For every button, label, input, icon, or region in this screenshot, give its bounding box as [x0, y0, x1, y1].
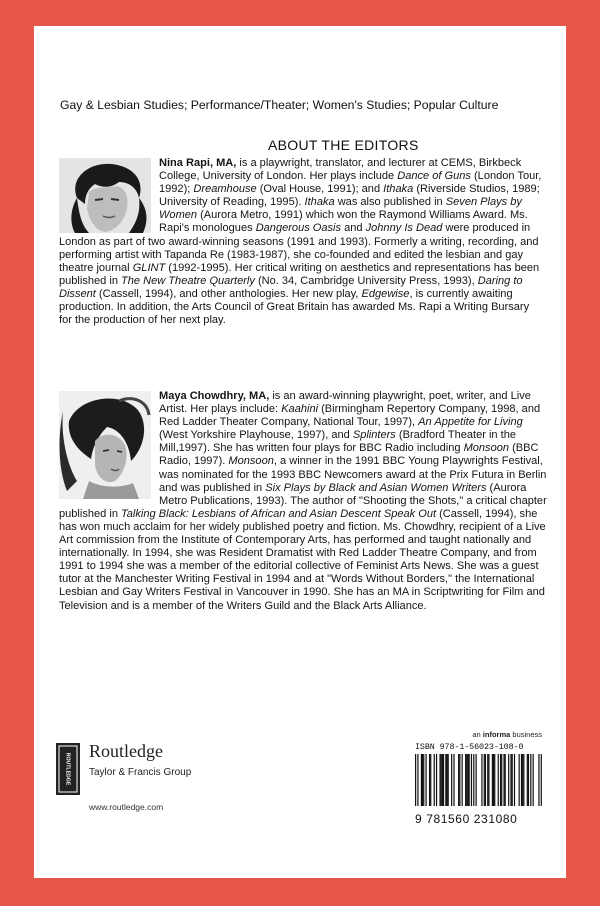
editor-bio-chowdhry: Maya Chowdhry, MA, is an award-winning playwright, poet, writer, and Live Artist. Her plays include: Kaahini (Birmingham Repertory Company, 1998, and Red Ladder Theater Company, National Tour, 1997), An Appetite for Living (West Yorkshire Playhouse, 1997), and Splinters (Bradford Theater in the Mill,1997). She has written four plays for BBC Radio including Monsoon (BBC Radio, 1997). Monsoon, a winner in the 1991 BBC Young Playwrights Festival, was nominated for the 1993 BBC Newcomers award at the Prix Futura in Berlin and was published in Six Plays by Black and Asian Women Writers (Aurora Metro Publications, 1993). The author of "Shooting the Shots," a critical chapter published in Talking Black: Lesbians of African and Asian Descent Speak Out (Cassell, 1994), she has won much acclaim for her widely published poetry and fiction. Ms. Chowdhry, recipient of a Live Art commission from the Institute of Contemporary Arts, has performed and taught nationally and internationally. In 1994, she was Resident Dramatist with Red Ladder Theatre Company, and from 1991 to 1994 she was a member of the editorial collective of Feminist Arts News. She was a guest tutor at the Manchester Writing Festival in 1994 and at "Words Without Borders," the International Lesbian and Gay Writers Festival in Vancouver in 1990. She has an MA in Scriptwriting for Film and Television and is a member of the Writers Guild and the Black Arts Alliance.: [59, 390, 547, 612]
barcode-bar: [521, 754, 522, 806]
barcode-bar: [528, 754, 529, 806]
isbn-text: ISBN 978-1-56023-108-0: [415, 742, 524, 752]
barcode-bar: [485, 754, 486, 806]
barcode-bar: [492, 754, 493, 806]
barcode-bar: [442, 754, 443, 806]
barcode-bar: [473, 754, 474, 806]
editor-name-chowdhry: Maya Chowdhry, MA,: [159, 390, 270, 402]
barcode-bar: [453, 754, 454, 806]
editor-bio-rapi: Nina Rapi, MA, is a playwright, translator, and lecturer at CEMS, Birkbeck College, University of London. Her plays include Dance of Guns (London Tour, 1992); Dreamhouse (Oval House, 1991); and Ithaka (Riverside Studios, 1989; University of Reading, 1995). Ithaka was also published in Seven Plays by Women (Aurora Metro, 1991) which won the Raymond Williams Award. Ms. Rapi's monologues Dangerous Oasis and Johnny Is Dead were produced in London as part of two award-winning seasons (1991 and 1993). Formerly a writing, recording, and performing artist with Tapanda Re (1983-1987), she co-founded and edited the lesbian and gay theatre journal GLINT (1992-1995). Her critical writing on aesthetics and representations has been published in The New Theatre Quarterly (No. 34, Cambridge University Press, 1993), Daring to Dissent (Cassell, 1994), and other anthologies. Her new play, Edgewise, is currently awaiting production. In addition, the Arts Council of Great Britain has awarded Ms. Rapi a Writing Bursary for the production of her next play.: [59, 157, 542, 327]
barcode-bar: [476, 754, 477, 806]
barcode-bar: [523, 754, 524, 806]
back-cover-sheet: [34, 26, 566, 878]
barcode-bar: [462, 754, 463, 806]
barcode-bar: [541, 754, 542, 806]
barcode-bar: [498, 754, 499, 806]
publisher-name: Routledge: [89, 741, 163, 761]
barcode-bar: [533, 754, 534, 806]
editor-name-rapi: Nina Rapi, MA,: [159, 157, 237, 169]
barcode-bar: [423, 754, 424, 806]
publisher-group: Taylor & Francis Group: [89, 767, 192, 778]
barcode: [415, 752, 543, 806]
section-heading: ABOUT THE EDITORS: [268, 137, 419, 153]
barcode-bar: [439, 754, 440, 806]
barcode-block: [415, 742, 543, 832]
barcode-bar: [503, 754, 504, 806]
subject-categories: Gay & Lesbian Studies; Performance/Theater; Women's Studies; Popular Culture: [60, 98, 499, 112]
barcode-bar: [467, 754, 468, 806]
barcode-bar: [494, 754, 495, 806]
barcode-bar: [484, 754, 485, 806]
barcode-digits: 9 781560 231080: [415, 812, 518, 826]
barcode-bar: [512, 754, 513, 806]
barcode-bar: [530, 754, 531, 806]
barcode-bar: [465, 754, 466, 806]
barcode-bar: [445, 754, 446, 806]
barcode-bar: [421, 754, 422, 806]
barcode-bar: [415, 754, 416, 806]
barcode-bar: [430, 754, 431, 806]
barcode-bar: [501, 754, 502, 806]
barcode-bar: [459, 754, 460, 806]
barcode-bar: [493, 754, 494, 806]
svg-text:ROUTLEDGE: ROUTLEDGE: [64, 752, 71, 786]
barcode-bar: [522, 754, 523, 806]
barcode-bar: [441, 754, 442, 806]
barcode-bar: [527, 754, 528, 806]
barcode-bar: [417, 754, 418, 806]
barcode-bar: [443, 754, 444, 806]
editor-photo-rapi: [59, 158, 151, 233]
barcode-bar: [451, 754, 452, 806]
publisher-block: [56, 739, 216, 829]
editor-photo-chowdhry: [59, 391, 151, 499]
routledge-logo-icon: [56, 743, 80, 795]
barcode-bar: [436, 754, 437, 806]
barcode-bar: [500, 754, 501, 806]
barcode-bar: [538, 754, 539, 806]
barcode-bar: [508, 754, 509, 806]
barcode-bar: [458, 754, 459, 806]
barcode-bar: [434, 754, 435, 806]
barcode-bar: [519, 754, 520, 806]
barcode-bar: [471, 754, 472, 806]
barcode-bar: [422, 754, 423, 806]
barcode-bar: [448, 754, 449, 806]
barcode-bar: [466, 754, 467, 806]
barcode-bar: [481, 754, 482, 806]
barcode-bar: [487, 754, 488, 806]
informa-tagline: an informa business: [472, 730, 542, 739]
barcode-bar: [510, 754, 511, 806]
barcode-bar: [505, 754, 506, 806]
barcode-bar: [469, 754, 470, 806]
barcode-bar: [446, 754, 447, 806]
barcode-bar: [488, 754, 489, 806]
barcode-bar: [425, 754, 426, 806]
publisher-url[interactable]: www.routledge.com: [89, 802, 164, 812]
barcode-bar: [514, 754, 515, 806]
barcode-bar: [429, 754, 430, 806]
